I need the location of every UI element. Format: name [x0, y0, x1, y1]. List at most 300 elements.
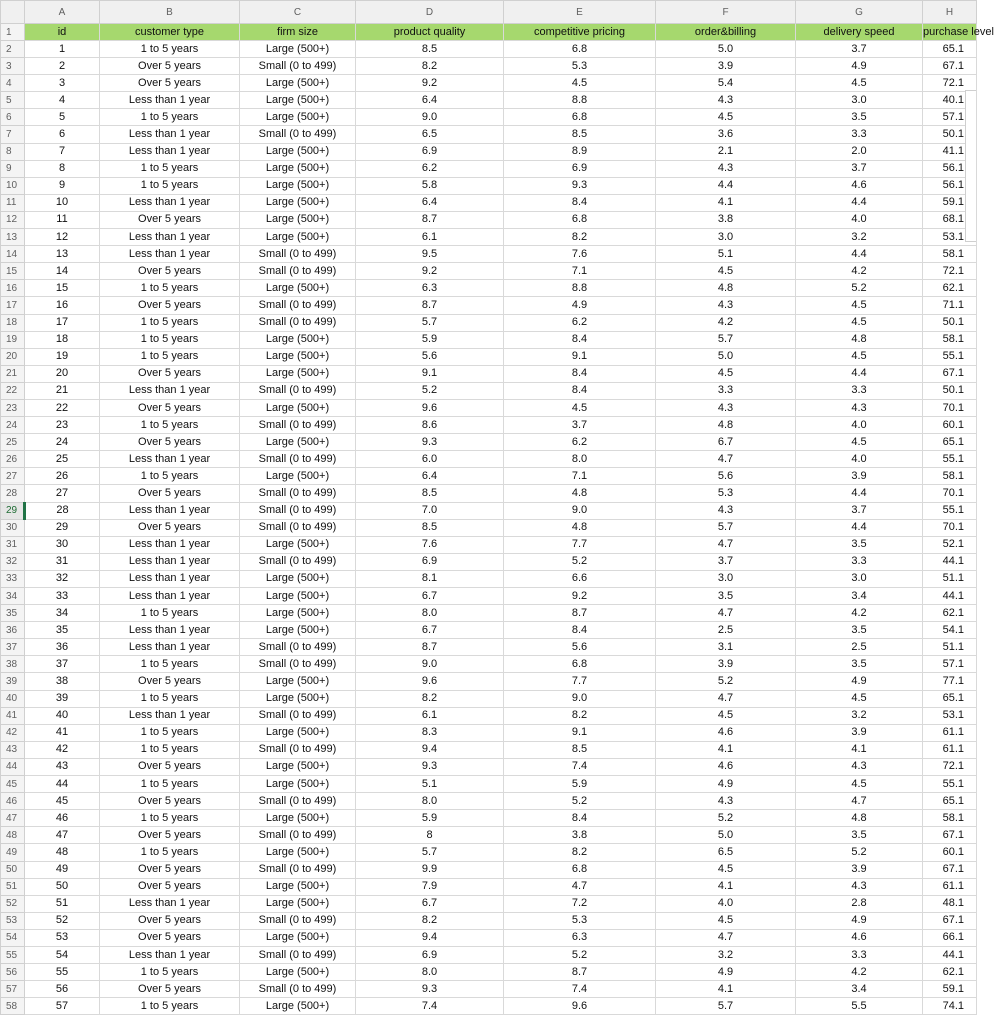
- table-cell[interactable]: 4.5: [656, 707, 796, 724]
- table-cell[interactable]: Small (0 to 499): [240, 639, 356, 656]
- table-cell[interactable]: Small (0 to 499): [240, 485, 356, 502]
- table-cell[interactable]: 4.0: [796, 211, 923, 228]
- table-cell[interactable]: 8.2: [504, 229, 656, 246]
- table-cell[interactable]: 17: [25, 314, 100, 331]
- table-cell[interactable]: 2.1: [656, 143, 796, 160]
- table-cell[interactable]: Over 5 years: [100, 485, 240, 502]
- table-cell[interactable]: 4.0: [796, 451, 923, 468]
- table-cell[interactable]: 6.3: [356, 280, 504, 297]
- table-cell[interactable]: 6.1: [356, 229, 504, 246]
- table-cell[interactable]: 4.5: [796, 348, 923, 365]
- table-cell[interactable]: Less than 1 year: [100, 194, 240, 211]
- table-cell[interactable]: 9.0: [504, 502, 656, 519]
- table-cell[interactable]: 9.2: [504, 588, 656, 605]
- row-number[interactable]: 53: [1, 912, 25, 929]
- table-cell[interactable]: Small (0 to 499): [240, 741, 356, 758]
- row-number[interactable]: 39: [1, 673, 25, 690]
- table-cell[interactable]: Large (500+): [240, 468, 356, 485]
- table-cell[interactable]: 9.1: [356, 365, 504, 382]
- table-cell[interactable]: 4.7: [656, 929, 796, 946]
- table-cell[interactable]: 25: [25, 451, 100, 468]
- table-cell[interactable]: 15: [25, 280, 100, 297]
- table-cell[interactable]: 8.7: [356, 211, 504, 228]
- table-cell[interactable]: 3.5: [796, 656, 923, 673]
- table-cell[interactable]: 8.5: [356, 41, 504, 58]
- table-cell[interactable]: 3.3: [796, 126, 923, 143]
- table-cell[interactable]: 3.3: [656, 382, 796, 399]
- table-cell[interactable]: 61.1: [923, 724, 977, 741]
- table-cell[interactable]: 4.7: [504, 878, 656, 895]
- table-cell[interactable]: 8.5: [356, 485, 504, 502]
- table-cell[interactable]: 4.8: [656, 417, 796, 434]
- table-cell[interactable]: 8.2: [504, 844, 656, 861]
- row-number[interactable]: 31: [1, 536, 25, 553]
- table-cell[interactable]: 4.5: [796, 434, 923, 451]
- table-cell[interactable]: Small (0 to 499): [240, 297, 356, 314]
- header-cell[interactable]: competitive pricing: [504, 24, 656, 41]
- table-cell[interactable]: Large (500+): [240, 724, 356, 741]
- table-cell[interactable]: 9.0: [356, 109, 504, 126]
- table-cell[interactable]: 7.4: [504, 758, 656, 775]
- table-cell[interactable]: 6.8: [504, 211, 656, 228]
- row-number[interactable]: 28: [1, 485, 25, 502]
- table-cell[interactable]: 65.1: [923, 793, 977, 810]
- table-cell[interactable]: Large (500+): [240, 810, 356, 827]
- table-cell[interactable]: 65.1: [923, 41, 977, 58]
- row-number[interactable]: 21: [1, 365, 25, 382]
- table-cell[interactable]: 6.9: [356, 143, 504, 160]
- table-cell[interactable]: 24: [25, 434, 100, 451]
- table-cell[interactable]: 9.1: [504, 724, 656, 741]
- table-cell[interactable]: 41: [25, 724, 100, 741]
- table-cell[interactable]: 1 to 5 years: [100, 280, 240, 297]
- table-cell[interactable]: 26: [25, 468, 100, 485]
- table-cell[interactable]: 8.6: [356, 417, 504, 434]
- row-number[interactable]: 4: [1, 75, 25, 92]
- table-cell[interactable]: Large (500+): [240, 399, 356, 416]
- table-cell[interactable]: Large (500+): [240, 229, 356, 246]
- table-cell[interactable]: 51: [25, 895, 100, 912]
- table-cell[interactable]: Small (0 to 499): [240, 263, 356, 280]
- table-cell[interactable]: Small (0 to 499): [240, 126, 356, 143]
- table-cell[interactable]: Over 5 years: [100, 297, 240, 314]
- table-cell[interactable]: Less than 1 year: [100, 946, 240, 963]
- table-cell[interactable]: Large (500+): [240, 570, 356, 587]
- table-cell[interactable]: 6.7: [356, 622, 504, 639]
- table-cell[interactable]: 8.7: [356, 639, 504, 656]
- table-cell[interactable]: 74.1: [923, 998, 977, 1015]
- table-cell[interactable]: 48.1: [923, 895, 977, 912]
- table-cell[interactable]: 5.7: [656, 998, 796, 1015]
- table-cell[interactable]: 55.1: [923, 451, 977, 468]
- row-number[interactable]: 7: [1, 126, 25, 143]
- table-cell[interactable]: 70.1: [923, 519, 977, 536]
- table-cell[interactable]: 8.0: [356, 964, 504, 981]
- table-cell[interactable]: Large (500+): [240, 41, 356, 58]
- table-cell[interactable]: Less than 1 year: [100, 229, 240, 246]
- table-cell[interactable]: 3.7: [796, 502, 923, 519]
- row-number[interactable]: 25: [1, 434, 25, 451]
- row-number[interactable]: 58: [1, 998, 25, 1015]
- table-cell[interactable]: 1 to 5 years: [100, 690, 240, 707]
- table-cell[interactable]: Large (500+): [240, 622, 356, 639]
- table-cell[interactable]: 9.0: [356, 656, 504, 673]
- row-number[interactable]: 30: [1, 519, 25, 536]
- table-cell[interactable]: Small (0 to 499): [240, 793, 356, 810]
- table-cell[interactable]: Small (0 to 499): [240, 827, 356, 844]
- row-number[interactable]: 24: [1, 417, 25, 434]
- table-cell[interactable]: 1 to 5 years: [100, 160, 240, 177]
- table-cell[interactable]: Small (0 to 499): [240, 246, 356, 263]
- table-cell[interactable]: Large (500+): [240, 690, 356, 707]
- table-cell[interactable]: 6.1: [356, 707, 504, 724]
- table-cell[interactable]: Large (500+): [240, 776, 356, 793]
- table-cell[interactable]: 55.1: [923, 348, 977, 365]
- header-cell[interactable]: customer type: [100, 24, 240, 41]
- table-cell[interactable]: Large (500+): [240, 109, 356, 126]
- table-cell[interactable]: 58.1: [923, 331, 977, 348]
- table-cell[interactable]: Small (0 to 499): [240, 656, 356, 673]
- row-number[interactable]: 12: [1, 211, 25, 228]
- row-number[interactable]: 14: [1, 246, 25, 263]
- table-cell[interactable]: 55: [25, 964, 100, 981]
- table-cell[interactable]: 3.2: [796, 707, 923, 724]
- table-cell[interactable]: 4.5: [796, 75, 923, 92]
- table-cell[interactable]: 3.9: [796, 861, 923, 878]
- table-cell[interactable]: Over 5 years: [100, 929, 240, 946]
- table-cell[interactable]: 4.7: [656, 536, 796, 553]
- table-cell[interactable]: 43: [25, 758, 100, 775]
- table-cell[interactable]: 8.9: [504, 143, 656, 160]
- table-cell[interactable]: 13: [25, 246, 100, 263]
- table-cell[interactable]: 66.1: [923, 929, 977, 946]
- table-cell[interactable]: 58.1: [923, 468, 977, 485]
- row-number[interactable]: 57: [1, 981, 25, 998]
- table-cell[interactable]: 56.1: [923, 177, 977, 194]
- table-cell[interactable]: 4.7: [656, 690, 796, 707]
- table-cell[interactable]: 4.9: [796, 912, 923, 929]
- table-cell[interactable]: Large (500+): [240, 92, 356, 109]
- table-cell[interactable]: 8.2: [504, 707, 656, 724]
- table-cell[interactable]: 62.1: [923, 605, 977, 622]
- table-cell[interactable]: 6.2: [504, 314, 656, 331]
- table-cell[interactable]: Over 5 years: [100, 365, 240, 382]
- table-cell[interactable]: 5.0: [656, 827, 796, 844]
- table-cell[interactable]: 3.0: [796, 570, 923, 587]
- row-number[interactable]: 36: [1, 622, 25, 639]
- table-cell[interactable]: Large (500+): [240, 331, 356, 348]
- table-cell[interactable]: 44.1: [923, 553, 977, 570]
- table-cell[interactable]: 4.9: [504, 297, 656, 314]
- table-cell[interactable]: 19: [25, 348, 100, 365]
- row-number[interactable]: 5: [1, 92, 25, 109]
- table-cell[interactable]: 55.1: [923, 502, 977, 519]
- table-cell[interactable]: 3.9: [656, 58, 796, 75]
- table-cell[interactable]: Less than 1 year: [100, 246, 240, 263]
- table-cell[interactable]: 8.2: [356, 58, 504, 75]
- table-cell[interactable]: Less than 1 year: [100, 451, 240, 468]
- row-number[interactable]: 52: [1, 895, 25, 912]
- table-cell[interactable]: 9.4: [356, 741, 504, 758]
- table-cell[interactable]: 5.3: [656, 485, 796, 502]
- table-cell[interactable]: 67.1: [923, 365, 977, 382]
- table-cell[interactable]: Large (500+): [240, 929, 356, 946]
- table-cell[interactable]: 5.9: [504, 776, 656, 793]
- table-cell[interactable]: 4.3: [656, 399, 796, 416]
- table-cell[interactable]: 6.4: [356, 194, 504, 211]
- table-cell[interactable]: 27: [25, 485, 100, 502]
- table-cell[interactable]: 3.5: [796, 536, 923, 553]
- table-cell[interactable]: 29: [25, 519, 100, 536]
- table-cell[interactable]: 3.8: [504, 827, 656, 844]
- table-cell[interactable]: 4.1: [656, 741, 796, 758]
- table-cell[interactable]: 4.4: [796, 365, 923, 382]
- row-number[interactable]: 43: [1, 741, 25, 758]
- table-cell[interactable]: 8.4: [504, 365, 656, 382]
- table-cell[interactable]: 9.6: [356, 673, 504, 690]
- row-number[interactable]: 48: [1, 827, 25, 844]
- table-cell[interactable]: Over 5 years: [100, 981, 240, 998]
- column-header[interactable]: G: [796, 1, 923, 24]
- table-cell[interactable]: Large (500+): [240, 605, 356, 622]
- table-cell[interactable]: 4.3: [796, 878, 923, 895]
- table-cell[interactable]: 51.1: [923, 570, 977, 587]
- column-header[interactable]: E: [504, 1, 656, 24]
- table-cell[interactable]: Large (500+): [240, 211, 356, 228]
- table-cell[interactable]: 65.1: [923, 690, 977, 707]
- row-number[interactable]: 56: [1, 964, 25, 981]
- table-cell[interactable]: 58.1: [923, 810, 977, 827]
- table-cell[interactable]: Over 5 years: [100, 263, 240, 280]
- table-cell[interactable]: 8.0: [504, 451, 656, 468]
- table-cell[interactable]: Less than 1 year: [100, 622, 240, 639]
- table-cell[interactable]: 5.7: [356, 844, 504, 861]
- table-cell[interactable]: 8.2: [356, 912, 504, 929]
- table-cell[interactable]: 4.5: [796, 690, 923, 707]
- table-cell[interactable]: 8.4: [504, 331, 656, 348]
- table-cell[interactable]: 3.0: [656, 229, 796, 246]
- row-number[interactable]: 34: [1, 588, 25, 605]
- table-cell[interactable]: 4.5: [796, 314, 923, 331]
- table-cell[interactable]: 4.5: [656, 912, 796, 929]
- table-cell[interactable]: Less than 1 year: [100, 502, 240, 519]
- table-cell[interactable]: 72.1: [923, 263, 977, 280]
- table-cell[interactable]: 5.2: [504, 553, 656, 570]
- row-number[interactable]: 47: [1, 810, 25, 827]
- table-cell[interactable]: 4.0: [796, 417, 923, 434]
- table-cell[interactable]: 23: [25, 417, 100, 434]
- table-cell[interactable]: 59.1: [923, 194, 977, 211]
- row-number[interactable]: 23: [1, 399, 25, 416]
- table-cell[interactable]: 54.1: [923, 622, 977, 639]
- table-cell[interactable]: 4: [25, 92, 100, 109]
- table-cell[interactable]: 4.5: [656, 109, 796, 126]
- table-cell[interactable]: 8.4: [504, 622, 656, 639]
- table-cell[interactable]: Small (0 to 499): [240, 553, 356, 570]
- table-cell[interactable]: Less than 1 year: [100, 126, 240, 143]
- table-cell[interactable]: 4.8: [504, 485, 656, 502]
- table-cell[interactable]: 6.2: [504, 434, 656, 451]
- column-header[interactable]: F: [656, 1, 796, 24]
- table-cell[interactable]: 6.9: [356, 553, 504, 570]
- table-cell[interactable]: 5.2: [356, 382, 504, 399]
- table-cell[interactable]: 42: [25, 741, 100, 758]
- row-number[interactable]: 6: [1, 109, 25, 126]
- table-cell[interactable]: 8.8: [504, 280, 656, 297]
- table-cell[interactable]: 5.2: [504, 793, 656, 810]
- table-cell[interactable]: 8.5: [356, 519, 504, 536]
- table-cell[interactable]: 4.6: [796, 929, 923, 946]
- table-cell[interactable]: 5.2: [656, 673, 796, 690]
- table-cell[interactable]: 54: [25, 946, 100, 963]
- row-number[interactable]: 27: [1, 468, 25, 485]
- table-cell[interactable]: 4.6: [796, 177, 923, 194]
- table-cell[interactable]: 6.4: [356, 468, 504, 485]
- table-cell[interactable]: 5.0: [656, 41, 796, 58]
- table-cell[interactable]: 72.1: [923, 758, 977, 775]
- table-cell[interactable]: 4.4: [796, 246, 923, 263]
- table-cell[interactable]: Over 5 years: [100, 211, 240, 228]
- table-cell[interactable]: Over 5 years: [100, 399, 240, 416]
- table-cell[interactable]: Less than 1 year: [100, 382, 240, 399]
- table-cell[interactable]: 61.1: [923, 741, 977, 758]
- table-cell[interactable]: 6.2: [356, 160, 504, 177]
- table-cell[interactable]: Small (0 to 499): [240, 451, 356, 468]
- table-cell[interactable]: Over 5 years: [100, 861, 240, 878]
- row-number[interactable]: 26: [1, 451, 25, 468]
- table-cell[interactable]: Less than 1 year: [100, 707, 240, 724]
- table-cell[interactable]: 38: [25, 673, 100, 690]
- table-cell[interactable]: 9.3: [356, 981, 504, 998]
- table-cell[interactable]: Large (500+): [240, 75, 356, 92]
- row-number[interactable]: 40: [1, 690, 25, 707]
- table-cell[interactable]: 53.1: [923, 229, 977, 246]
- table-cell[interactable]: 6.8: [504, 861, 656, 878]
- table-cell[interactable]: Small (0 to 499): [240, 417, 356, 434]
- table-cell[interactable]: Large (500+): [240, 160, 356, 177]
- row-number[interactable]: 35: [1, 605, 25, 622]
- table-cell[interactable]: 4.5: [656, 263, 796, 280]
- table-cell[interactable]: 62.1: [923, 280, 977, 297]
- row-number[interactable]: 1: [1, 24, 25, 41]
- table-cell[interactable]: 7.4: [356, 998, 504, 1015]
- row-number[interactable]: 51: [1, 878, 25, 895]
- table-cell[interactable]: 2.0: [796, 143, 923, 160]
- table-cell[interactable]: 28: [25, 502, 100, 519]
- table-cell[interactable]: 4.5: [656, 365, 796, 382]
- table-cell[interactable]: 4.4: [796, 194, 923, 211]
- table-cell[interactable]: 48: [25, 844, 100, 861]
- table-cell[interactable]: Over 5 years: [100, 758, 240, 775]
- table-cell[interactable]: 4.3: [656, 793, 796, 810]
- table-cell[interactable]: 2: [25, 58, 100, 75]
- table-cell[interactable]: 1: [25, 41, 100, 58]
- table-cell[interactable]: 4.1: [656, 981, 796, 998]
- table-cell[interactable]: 4.2: [656, 314, 796, 331]
- row-number[interactable]: 11: [1, 194, 25, 211]
- table-cell[interactable]: 4.2: [796, 605, 923, 622]
- table-cell[interactable]: 8.7: [356, 297, 504, 314]
- table-cell[interactable]: 8.7: [504, 605, 656, 622]
- table-cell[interactable]: 4.1: [796, 741, 923, 758]
- table-cell[interactable]: 52.1: [923, 536, 977, 553]
- table-cell[interactable]: 3.5: [796, 109, 923, 126]
- table-cell[interactable]: 67.1: [923, 912, 977, 929]
- table-cell[interactable]: 5.3: [504, 58, 656, 75]
- table-cell[interactable]: 8.4: [504, 810, 656, 827]
- table-cell[interactable]: 37: [25, 656, 100, 673]
- table-cell[interactable]: 47: [25, 827, 100, 844]
- table-cell[interactable]: 4.3: [796, 399, 923, 416]
- header-cell[interactable]: order&billing: [656, 24, 796, 41]
- table-cell[interactable]: 4.1: [656, 194, 796, 211]
- table-cell[interactable]: 5.2: [796, 280, 923, 297]
- table-cell[interactable]: 31: [25, 553, 100, 570]
- table-cell[interactable]: 49: [25, 861, 100, 878]
- table-cell[interactable]: Small (0 to 499): [240, 58, 356, 75]
- row-number[interactable]: 18: [1, 314, 25, 331]
- table-cell[interactable]: Large (500+): [240, 998, 356, 1015]
- table-cell[interactable]: Over 5 years: [100, 434, 240, 451]
- table-cell[interactable]: Large (500+): [240, 348, 356, 365]
- table-cell[interactable]: Less than 1 year: [100, 536, 240, 553]
- table-cell[interactable]: 4.9: [796, 673, 923, 690]
- table-cell[interactable]: 53: [25, 929, 100, 946]
- table-cell[interactable]: Less than 1 year: [100, 639, 240, 656]
- table-cell[interactable]: 5.6: [504, 639, 656, 656]
- row-number[interactable]: 54: [1, 929, 25, 946]
- table-cell[interactable]: 40: [25, 707, 100, 724]
- table-cell[interactable]: Over 5 years: [100, 519, 240, 536]
- table-cell[interactable]: 10: [25, 194, 100, 211]
- table-cell[interactable]: 3.7: [504, 417, 656, 434]
- row-number[interactable]: 2: [1, 41, 25, 58]
- table-cell[interactable]: Small (0 to 499): [240, 382, 356, 399]
- table-cell[interactable]: 16: [25, 297, 100, 314]
- table-cell[interactable]: 5.3: [504, 912, 656, 929]
- table-cell[interactable]: 22: [25, 399, 100, 416]
- table-cell[interactable]: 1 to 5 years: [100, 314, 240, 331]
- table-cell[interactable]: 9.3: [356, 434, 504, 451]
- table-cell[interactable]: Small (0 to 499): [240, 981, 356, 998]
- table-cell[interactable]: Small (0 to 499): [240, 502, 356, 519]
- row-number[interactable]: 16: [1, 280, 25, 297]
- table-cell[interactable]: 1 to 5 years: [100, 468, 240, 485]
- table-cell[interactable]: 3.3: [796, 946, 923, 963]
- table-cell[interactable]: 6.8: [504, 41, 656, 58]
- table-cell[interactable]: Large (500+): [240, 365, 356, 382]
- table-cell[interactable]: 7.2: [504, 895, 656, 912]
- row-number[interactable]: 19: [1, 331, 25, 348]
- table-cell[interactable]: 4.3: [656, 502, 796, 519]
- table-cell[interactable]: Less than 1 year: [100, 588, 240, 605]
- table-cell[interactable]: 5.6: [356, 348, 504, 365]
- table-cell[interactable]: 9.6: [356, 399, 504, 416]
- table-cell[interactable]: 9.0: [504, 690, 656, 707]
- table-cell[interactable]: Less than 1 year: [100, 553, 240, 570]
- header-cell[interactable]: firm size: [240, 24, 356, 41]
- table-cell[interactable]: 67.1: [923, 827, 977, 844]
- table-cell[interactable]: 77.1: [923, 673, 977, 690]
- row-number[interactable]: 13: [1, 229, 25, 246]
- table-cell[interactable]: 3.3: [796, 382, 923, 399]
- table-cell[interactable]: 2.8: [796, 895, 923, 912]
- table-cell[interactable]: 1 to 5 years: [100, 348, 240, 365]
- table-cell[interactable]: 70.1: [923, 485, 977, 502]
- table-cell[interactable]: 65.1: [923, 434, 977, 451]
- table-cell[interactable]: 5.2: [656, 810, 796, 827]
- table-cell[interactable]: Large (500+): [240, 177, 356, 194]
